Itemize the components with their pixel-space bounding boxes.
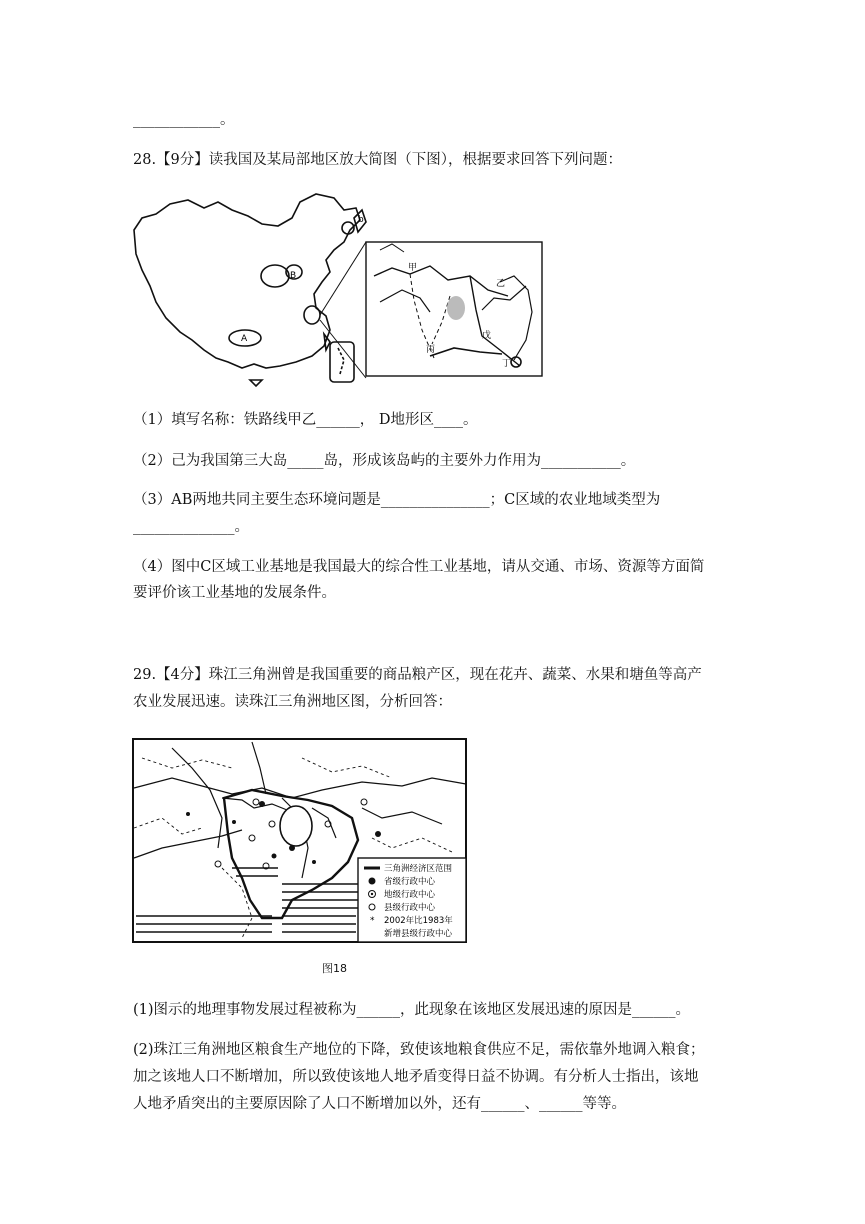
legend-item: 三角洲经济区范围: [384, 864, 453, 874]
q29-stem-line1: 29.【4分】珠江三角洲曾是我国重要的商品粮产区，现在花卉、蔬菜、水果和塘鱼等高产: [133, 667, 702, 683]
q28-sub4-line1: （4）图中C区域工业基地是我国最大的综合性工业基地，请从交通、市场、资源等方面简: [133, 559, 705, 575]
map-label-wu: 戊: [482, 331, 492, 341]
map-label-b: b: [358, 215, 364, 225]
map-label-ding: 丁: [502, 359, 512, 369]
q28-sub3-line1: （3）AB两地共同主要生态环境问题是_______________；C区域的农业地域类型为: [133, 492, 661, 508]
legend-item: 县级行政中心: [384, 903, 436, 913]
q28-sub3-line2: ______________。: [133, 519, 249, 535]
legend-item: 地级行政中心: [384, 890, 436, 900]
shaded-area: [447, 296, 465, 320]
q28-sub1: （1）填写名称：铁路线甲乙______， D地形区____。: [133, 412, 478, 428]
map-label-jia: 甲: [408, 263, 418, 273]
map-label-bing: 丙: [426, 345, 436, 355]
map-label-yi: 乙: [496, 279, 506, 289]
legend-item: 省级行政中心: [384, 877, 436, 887]
legend-item: 2002年比1983年: [384, 916, 453, 926]
legend-item: 新增县级行政中心: [384, 929, 453, 939]
q29-sub2-line2: 加之该地人口不断增加，所以致使该地人地矛盾变得日益不协调。有分析人士指出，该地: [133, 1069, 699, 1085]
answer-blank-line: ____________。: [133, 112, 235, 128]
china-map-figure: [130, 190, 550, 390]
svg-text:*: *: [370, 916, 375, 926]
map-label-B: B: [290, 271, 297, 281]
map-label-A: A: [241, 334, 248, 344]
q29-sub2-line3: 人地矛盾突出的主要原因除了人口不断增加以外，还有______、______等等。: [133, 1096, 626, 1112]
pearl-river-delta-map: [132, 738, 468, 946]
q29-sub2-line1: (2)珠江三角洲地区粮食生产地位的下降，致使该地粮食供应不足，需依靠外地调入粮食；: [133, 1042, 705, 1058]
q28-stem: 28.【9分】读我国及某局部地区放大简图（下图），根据要求回答下列问题：: [133, 152, 623, 168]
q28-sub4-line2: 要评价该工业基地的发展条件。: [133, 585, 336, 601]
q29-stem-line2: 农业发展迅速。读珠江三角洲地区图，分析回答：: [133, 694, 452, 710]
figure-caption: 图18: [322, 962, 347, 975]
q29-sub1: (1)图示的地理事物发展过程被称为______，此现象在该地区发展迅速的原因是______。: [133, 1002, 691, 1018]
q28-sub2: （2）己为我国第三大岛_____岛，形成该岛屿的主要外力作用为___________。: [133, 453, 636, 469]
region-B-ellipse: [261, 265, 289, 287]
